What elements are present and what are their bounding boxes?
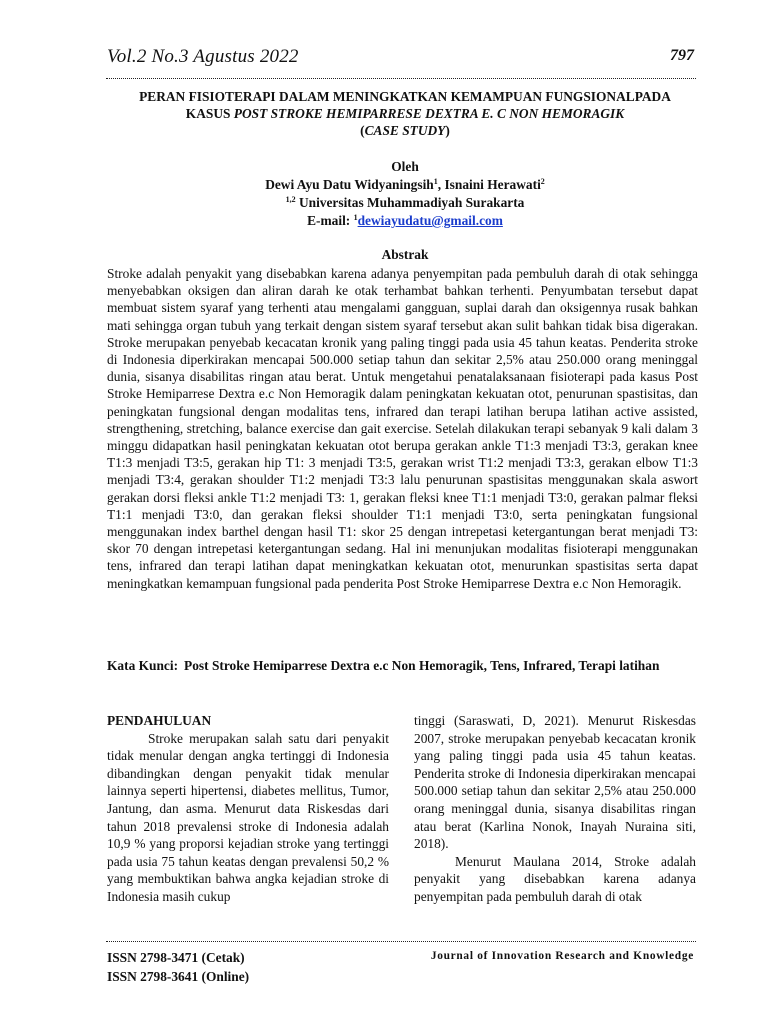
byline [100,158,710,230]
article-title [100,88,710,139]
keywords-label: Kata Kunci: [107,658,179,673]
oleh-label: Oleh [391,159,419,174]
section-heading-pendahuluan: PENDAHULUAN [107,713,212,728]
authors [100,176,710,194]
issn-print: ISSN 2798-3471 (Cetak) [107,950,245,965]
column-right [414,712,696,906]
email-link[interactable]: dewiayudatu@gmail.com [357,213,503,228]
title-line-2-prefix: KASUS [185,106,234,121]
intro-paragraph-1-continued: tinggi (Saraswati, D, 2021). Menurut Riskesdas 2007, stroke merupakan penyebab kecacatan kronik yang paling tinggi pada usia 45 tahun keatas. Penderita stroke di Indonesia diperkirakan mencapai 500.000 setiap tahun dan sekitar 2,5% atau 250.000 orang meninggal dunia, sisanya disabilitas ringan atau berat (Karlina Nonok, Inayah Nuraina siti, 2018). [414,713,696,852]
email-label: E-mail: [307,213,354,228]
title-line-2-italic: POST STROKE HEMIPARRESE DEXTRA E. C NON HEMORAGIK [233,106,625,121]
journal-name: Journal of Innovation Research and Knowledge [430,950,694,962]
intro-paragraph-1: Stroke merupakan salah satu dari penyakit tidak menular dengan angka tertinggi di Indonesia dibandingkan dengan penyakit tidak menular lainnya seperti hipertensi, diabetes mellitus, Tumor, Jantung, dan asma. Menurut data Riskesdas dari tahun 2018 prevalensi stroke di Indonesia adalah 10,9 % yang proporsi kejadian stroke yang tertinggi pada usia 75 tahun keatas dengan prevalensi 50,2 % yang membuktikan bahwa angka kejadian stroke di Indonesia masih cukup [107,730,389,904]
title-case-study: CASE STUDY [364,123,446,138]
abstract-text: Stroke adalah penyakit yang disebabkan karena adanya penyempitan pada pembuluh darah di otak sehingga menyebabkan oksigen dan aliran darah ke otak terhambat bahkan terhenti. Penyumbatan tersebut dapat membuat sistem syaraf yang terhenti atau mengalami gangguan, suplai darah dan oksigennya rusak bahkan mati sehingga organ tubuh yang terkait dengan sistem syaraf tersebut akan sulit bahkan tidak bisa digerakan. Stroke merupakan penyebab kecacatan kronik yang paling tinggi pada usia 45 tahun keatas. Penderita stroke di Indonesia diperkirakan mencapai 500.000 setiap tahun dan sekitar 2,5% atau 250.000 orang meninggal dunia, sisanya disabilitas ringan atau berat. Untuk mengetahui penatalaksanaan fisioterapi pada kasus Post Stroke Hemiparrese Dextra e.c Non Hemoragik dalam peningkatan kekuatan otot, penurunan spastisitas, dan peningkatan fungsional dengan modalitas tens, infrared dan terapi latihan berupa latihan active assisted, strengthening, stretching, balance exercise dan gait exercise. Setelah dilakukan terapi sebanyak 9 kali dalam 3 minggu didapatkan hasil peningkatan kekuatan otot berupa gerakan ankle T1:3 menjadi T3:3, gerakan knee T1:3 menjadi T3:5, gerakan hip T1: 3 menjadi T3:5, gerakan wrist T1:2 menjadi T3:3, gerakan elbow T1:3 menjadi T3:4, gerakan shoulder T1:2 menjadi T3:3 lalu penurunan spastisitas menggunakan skala aswort gerakan dorsi fleksi ankle T1:2 menjadi T3: 1, gerakan fleksi knee T1:1 menjadi T3:0, gerakan palmar fleksi T1:1 menjadi T3:0, dan gerakan fleksi shoulder T1:1 menjadi T3:0, serta peningkatan fungsional menggunakan index barthel dengan hasil T1: skor 25 dengan intrepetasi ketergantungan berat menjadi T3: skor 70 dengan intrepetasi ketergantungan sedang. Hal ini menunjukan modalitas fisioterapi menggunakan tens, infrared dan terapi latihan dapat meningkatkan kekuatan otot, menurunkan spastisitas serta dapat meningkatkan kemampuan fungsional pada penderita Post Stroke Hemiparrese Dextra e.c Non Hemoragik. [107,266,698,591]
email-line [100,212,710,230]
author-separator: , [437,177,445,192]
keywords [107,657,702,675]
title-paren-open: ( [360,123,365,138]
affiliation-sup: 1,2 [285,195,296,204]
author-2: Isnaini Herawati [444,177,541,192]
column-left [107,712,389,906]
affiliation-name: Universitas Muhammadiyah Surakarta [295,195,525,210]
affiliation [100,194,710,212]
header-divider [106,78,696,79]
author-1: Dewi Ayu Datu Widyaningsih [265,177,434,192]
author-1-sup: 1 [433,177,438,186]
title-line-2 [100,105,710,122]
abstract-heading: Abstrak [381,247,429,262]
title-line-3 [100,122,710,139]
title-line-1: PERAN FISIOTERAPI DALAM MENINGKATKAN KEMAMPUAN FUNGSIONALPADA [139,89,671,104]
page-number: 797 [670,47,694,64]
issn-online: ISSN 2798-3641 (Online) [107,969,250,984]
intro-paragraph-2: Menurut Maulana 2014, Stroke adalah penyakit yang disebabkan karena adanya penyempitan pada pembuluh darah di otak [414,853,696,904]
email-sup: 1 [353,213,358,222]
volume-line: Vol.2 No.3 Agustus 2022 [107,46,299,67]
author-2-sup: 2 [540,177,545,186]
keywords-text: Post Stroke Hemiparrese Dextra e.c Non Hemoragik, Tens, Infrared, Terapi latihan [184,658,660,673]
footer-divider [106,941,696,942]
issn-block [107,948,249,986]
title-paren-close: ) [445,123,450,138]
